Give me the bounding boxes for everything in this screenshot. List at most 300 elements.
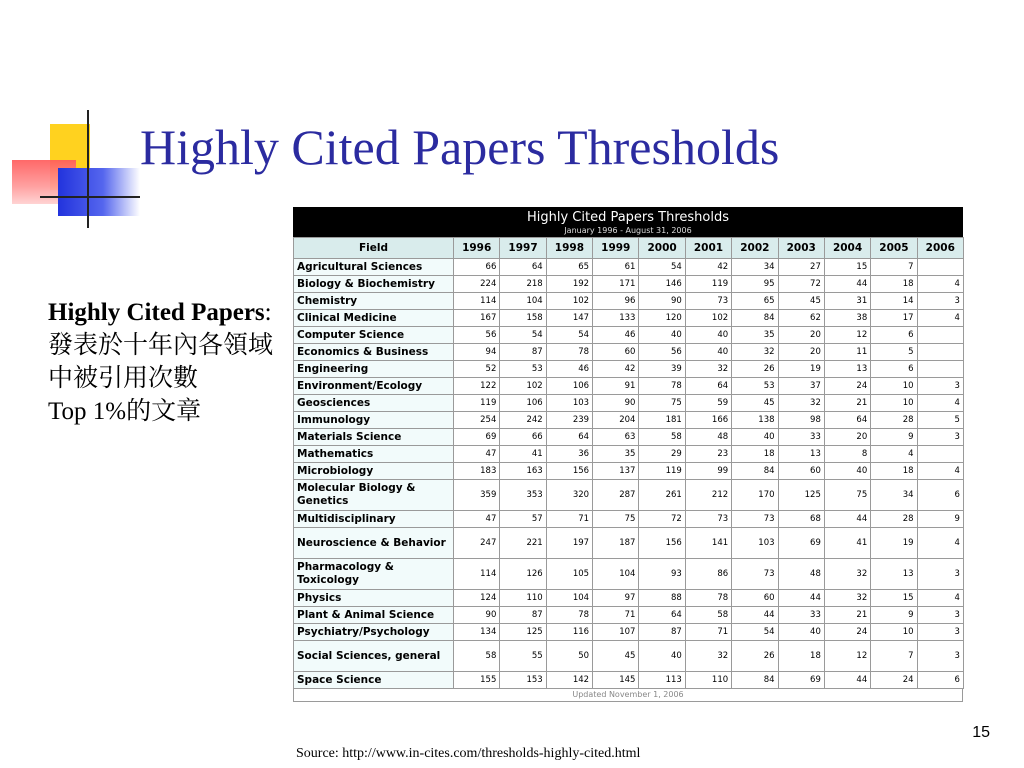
threshold-value-cell: 31 bbox=[824, 293, 870, 310]
threshold-value-cell: 40 bbox=[639, 327, 685, 344]
threshold-value-cell: 26 bbox=[732, 641, 778, 672]
column-header-year: 2001 bbox=[685, 238, 731, 259]
threshold-value-cell: 32 bbox=[824, 590, 870, 607]
field-name-cell: Pharmacology & Toxicology bbox=[294, 559, 454, 590]
threshold-value-cell: 119 bbox=[639, 463, 685, 480]
threshold-value-cell: 20 bbox=[778, 344, 824, 361]
threshold-value-cell: 75 bbox=[593, 511, 639, 528]
threshold-value-cell: 99 bbox=[685, 463, 731, 480]
threshold-value-cell: 58 bbox=[685, 607, 731, 624]
threshold-value-cell: 45 bbox=[732, 395, 778, 412]
threshold-value-cell: 40 bbox=[732, 429, 778, 446]
table-row bbox=[294, 641, 964, 672]
threshold-value-cell: 134 bbox=[454, 624, 500, 641]
threshold-value-cell: 21 bbox=[824, 395, 870, 412]
threshold-value-cell: 78 bbox=[639, 378, 685, 395]
threshold-value-cell: 34 bbox=[732, 259, 778, 276]
threshold-value-cell: 78 bbox=[546, 607, 592, 624]
threshold-value-cell: 20 bbox=[778, 327, 824, 344]
threshold-value-cell: 56 bbox=[454, 327, 500, 344]
table-row bbox=[294, 395, 964, 412]
threshold-value-cell: 221 bbox=[500, 528, 546, 559]
threshold-value-cell: 32 bbox=[685, 361, 731, 378]
threshold-value-cell: 4 bbox=[917, 276, 963, 293]
threshold-value-cell: 98 bbox=[778, 412, 824, 429]
threshold-value-cell: 106 bbox=[546, 378, 592, 395]
threshold-value-cell: 4 bbox=[917, 590, 963, 607]
threshold-value-cell: 55 bbox=[500, 641, 546, 672]
threshold-value-cell: 254 bbox=[454, 412, 500, 429]
threshold-value-cell: 66 bbox=[500, 429, 546, 446]
threshold-value-cell: 90 bbox=[593, 395, 639, 412]
threshold-value-cell: 60 bbox=[778, 463, 824, 480]
threshold-value-cell: 156 bbox=[546, 463, 592, 480]
threshold-value-cell bbox=[917, 361, 963, 378]
slide-title: Highly Cited Papers Thresholds bbox=[140, 119, 780, 175]
threshold-value-cell: 163 bbox=[500, 463, 546, 480]
threshold-value-cell: 5 bbox=[917, 412, 963, 429]
threshold-value-cell: 261 bbox=[639, 480, 685, 511]
column-header-year: 2002 bbox=[732, 238, 778, 259]
threshold-value-cell: 21 bbox=[824, 607, 870, 624]
threshold-value-cell: 95 bbox=[732, 276, 778, 293]
threshold-value-cell: 8 bbox=[824, 446, 870, 463]
threshold-value-cell: 78 bbox=[546, 344, 592, 361]
threshold-value-cell: 102 bbox=[500, 378, 546, 395]
threshold-value-cell: 4 bbox=[917, 528, 963, 559]
threshold-value-cell: 239 bbox=[546, 412, 592, 429]
threshold-value-cell: 72 bbox=[778, 276, 824, 293]
thresholds-table-panel bbox=[293, 207, 963, 702]
field-name-cell: Microbiology bbox=[294, 463, 454, 480]
threshold-value-cell: 38 bbox=[824, 310, 870, 327]
threshold-value-cell: 24 bbox=[824, 378, 870, 395]
threshold-value-cell: 34 bbox=[871, 480, 917, 511]
table-row bbox=[294, 412, 964, 429]
column-header-year: 2006 bbox=[917, 238, 963, 259]
threshold-value-cell: 11 bbox=[824, 344, 870, 361]
threshold-value-cell: 62 bbox=[778, 310, 824, 327]
decor-vertical-line bbox=[87, 110, 89, 228]
threshold-value-cell: 96 bbox=[593, 293, 639, 310]
threshold-value-cell: 54 bbox=[639, 259, 685, 276]
threshold-value-cell: 18 bbox=[778, 641, 824, 672]
table-header-row bbox=[294, 238, 964, 259]
threshold-value-cell: 4 bbox=[917, 463, 963, 480]
threshold-value-cell: 122 bbox=[454, 378, 500, 395]
column-header-year: 2004 bbox=[824, 238, 870, 259]
threshold-value-cell: 93 bbox=[639, 559, 685, 590]
table-title: Highly Cited Papers Thresholds bbox=[526, 210, 730, 225]
threshold-value-cell: 86 bbox=[685, 559, 731, 590]
threshold-value-cell: 3 bbox=[917, 641, 963, 672]
threshold-value-cell: 187 bbox=[593, 528, 639, 559]
threshold-value-cell bbox=[917, 259, 963, 276]
threshold-value-cell: 78 bbox=[685, 590, 731, 607]
threshold-value-cell: 7 bbox=[871, 641, 917, 672]
threshold-value-cell: 71 bbox=[685, 624, 731, 641]
table-subtitle: January 1996 - August 31, 2006 bbox=[564, 226, 692, 235]
threshold-value-cell: 6 bbox=[871, 361, 917, 378]
field-name-cell: Biology & Biochemistry bbox=[294, 276, 454, 293]
threshold-value-cell bbox=[917, 446, 963, 463]
field-name-cell: Molecular Biology & Genetics bbox=[294, 480, 454, 511]
threshold-value-cell: 6 bbox=[871, 327, 917, 344]
threshold-value-cell: 18 bbox=[871, 276, 917, 293]
threshold-value-cell: 29 bbox=[639, 446, 685, 463]
threshold-value-cell: 107 bbox=[593, 624, 639, 641]
threshold-value-cell: 104 bbox=[546, 590, 592, 607]
threshold-value-cell: 224 bbox=[454, 276, 500, 293]
threshold-value-cell: 181 bbox=[639, 412, 685, 429]
field-name-cell: Materials Science bbox=[294, 429, 454, 446]
threshold-value-cell: 13 bbox=[871, 559, 917, 590]
threshold-value-cell: 4 bbox=[917, 395, 963, 412]
threshold-value-cell: 15 bbox=[824, 259, 870, 276]
threshold-value-cell: 88 bbox=[639, 590, 685, 607]
threshold-value-cell: 126 bbox=[500, 559, 546, 590]
threshold-value-cell: 125 bbox=[778, 480, 824, 511]
threshold-value-cell: 9 bbox=[871, 429, 917, 446]
column-header-year: 1998 bbox=[546, 238, 592, 259]
threshold-value-cell: 3 bbox=[917, 607, 963, 624]
threshold-value-cell: 56 bbox=[639, 344, 685, 361]
threshold-value-cell: 3 bbox=[917, 378, 963, 395]
threshold-value-cell: 102 bbox=[685, 310, 731, 327]
threshold-value-cell: 167 bbox=[454, 310, 500, 327]
threshold-value-cell: 247 bbox=[454, 528, 500, 559]
table-row bbox=[294, 446, 964, 463]
threshold-value-cell: 84 bbox=[732, 463, 778, 480]
threshold-value-cell: 64 bbox=[824, 412, 870, 429]
threshold-value-cell: 46 bbox=[593, 327, 639, 344]
column-header-year: 2000 bbox=[639, 238, 685, 259]
threshold-value-cell: 61 bbox=[593, 259, 639, 276]
threshold-value-cell: 12 bbox=[824, 641, 870, 672]
threshold-value-cell: 84 bbox=[732, 310, 778, 327]
threshold-value-cell: 47 bbox=[454, 446, 500, 463]
threshold-value-cell: 69 bbox=[778, 528, 824, 559]
threshold-value-cell: 18 bbox=[732, 446, 778, 463]
threshold-value-cell: 90 bbox=[639, 293, 685, 310]
threshold-value-cell: 46 bbox=[546, 361, 592, 378]
field-name-cell: Social Sciences, general bbox=[294, 641, 454, 672]
table-row bbox=[294, 361, 964, 378]
threshold-value-cell: 24 bbox=[871, 672, 917, 689]
threshold-value-cell: 10 bbox=[871, 624, 917, 641]
threshold-value-cell: 170 bbox=[732, 480, 778, 511]
source-citation: Source: http://www.in-cites.com/thresholds-highly-cited.html bbox=[296, 746, 641, 761]
table-row bbox=[294, 624, 964, 641]
table-row bbox=[294, 559, 964, 590]
threshold-value-cell: 6 bbox=[917, 480, 963, 511]
threshold-value-cell: 40 bbox=[778, 624, 824, 641]
table-row bbox=[294, 310, 964, 327]
threshold-value-cell: 44 bbox=[732, 607, 778, 624]
table-row bbox=[294, 293, 964, 310]
threshold-value-cell: 103 bbox=[732, 528, 778, 559]
threshold-value-cell: 110 bbox=[685, 672, 731, 689]
table-row bbox=[294, 344, 964, 361]
threshold-value-cell: 58 bbox=[639, 429, 685, 446]
threshold-value-cell: 19 bbox=[778, 361, 824, 378]
threshold-value-cell: 47 bbox=[454, 511, 500, 528]
threshold-value-cell: 73 bbox=[685, 511, 731, 528]
field-name-cell: Geosciences bbox=[294, 395, 454, 412]
threshold-value-cell: 40 bbox=[685, 327, 731, 344]
threshold-value-cell: 41 bbox=[824, 528, 870, 559]
threshold-value-cell: 24 bbox=[824, 624, 870, 641]
threshold-value-cell: 7 bbox=[871, 259, 917, 276]
threshold-value-cell: 41 bbox=[500, 446, 546, 463]
threshold-value-cell: 10 bbox=[871, 395, 917, 412]
table-header-banner bbox=[293, 207, 963, 237]
threshold-value-cell: 48 bbox=[778, 559, 824, 590]
threshold-value-cell: 6 bbox=[917, 672, 963, 689]
threshold-value-cell: 119 bbox=[454, 395, 500, 412]
field-name-cell: Neuroscience & Behavior bbox=[294, 528, 454, 559]
threshold-value-cell: 59 bbox=[685, 395, 731, 412]
threshold-value-cell: 32 bbox=[778, 395, 824, 412]
threshold-value-cell: 33 bbox=[778, 607, 824, 624]
threshold-value-cell: 19 bbox=[871, 528, 917, 559]
threshold-value-cell: 69 bbox=[454, 429, 500, 446]
field-name-cell: Mathematics bbox=[294, 446, 454, 463]
threshold-value-cell: 4 bbox=[917, 310, 963, 327]
threshold-value-cell: 65 bbox=[732, 293, 778, 310]
threshold-value-cell: 58 bbox=[454, 641, 500, 672]
threshold-value-cell: 287 bbox=[593, 480, 639, 511]
threshold-value-cell: 5 bbox=[871, 344, 917, 361]
threshold-value-cell: 94 bbox=[454, 344, 500, 361]
threshold-value-cell: 27 bbox=[778, 259, 824, 276]
threshold-value-cell: 4 bbox=[871, 446, 917, 463]
table-row bbox=[294, 378, 964, 395]
table-body bbox=[294, 259, 964, 689]
field-name-cell: Psychiatry/Psychology bbox=[294, 624, 454, 641]
table-row bbox=[294, 276, 964, 293]
threshold-value-cell: 68 bbox=[778, 511, 824, 528]
threshold-value-cell: 75 bbox=[824, 480, 870, 511]
threshold-value-cell: 26 bbox=[732, 361, 778, 378]
threshold-value-cell: 166 bbox=[685, 412, 731, 429]
side-bold-label: Highly Cited Papers bbox=[48, 299, 265, 326]
threshold-value-cell: 137 bbox=[593, 463, 639, 480]
threshold-value-cell: 71 bbox=[546, 511, 592, 528]
threshold-value-cell: 60 bbox=[593, 344, 639, 361]
column-header-year: 1999 bbox=[593, 238, 639, 259]
threshold-value-cell: 45 bbox=[593, 641, 639, 672]
threshold-value-cell: 218 bbox=[500, 276, 546, 293]
column-header-year: 2003 bbox=[778, 238, 824, 259]
table-row bbox=[294, 590, 964, 607]
threshold-value-cell: 138 bbox=[732, 412, 778, 429]
field-name-cell: Plant & Animal Science bbox=[294, 607, 454, 624]
threshold-value-cell: 64 bbox=[639, 607, 685, 624]
threshold-value-cell: 84 bbox=[732, 672, 778, 689]
decor-blue-square bbox=[58, 168, 140, 216]
threshold-value-cell: 73 bbox=[732, 559, 778, 590]
field-name-cell: Environment/Ecology bbox=[294, 378, 454, 395]
threshold-value-cell: 97 bbox=[593, 590, 639, 607]
table-row bbox=[294, 429, 964, 446]
threshold-value-cell: 14 bbox=[871, 293, 917, 310]
threshold-value-cell: 3 bbox=[917, 624, 963, 641]
threshold-value-cell: 64 bbox=[500, 259, 546, 276]
threshold-value-cell: 142 bbox=[546, 672, 592, 689]
column-header-year: 2005 bbox=[871, 238, 917, 259]
threshold-value-cell: 12 bbox=[824, 327, 870, 344]
threshold-value-cell: 102 bbox=[546, 293, 592, 310]
field-name-cell: Agricultural Sciences bbox=[294, 259, 454, 276]
threshold-value-cell: 37 bbox=[778, 378, 824, 395]
threshold-value-cell: 104 bbox=[593, 559, 639, 590]
threshold-value-cell: 44 bbox=[824, 672, 870, 689]
threshold-value-cell: 71 bbox=[593, 607, 639, 624]
threshold-value-cell: 45 bbox=[778, 293, 824, 310]
threshold-value-cell: 120 bbox=[639, 310, 685, 327]
field-name-cell: Computer Science bbox=[294, 327, 454, 344]
threshold-value-cell: 114 bbox=[454, 559, 500, 590]
threshold-value-cell: 72 bbox=[639, 511, 685, 528]
threshold-value-cell: 113 bbox=[639, 672, 685, 689]
threshold-value-cell: 73 bbox=[732, 511, 778, 528]
threshold-value-cell: 54 bbox=[500, 327, 546, 344]
threshold-value-cell bbox=[917, 327, 963, 344]
threshold-value-cell: 33 bbox=[778, 429, 824, 446]
table-row bbox=[294, 327, 964, 344]
thresholds-table bbox=[293, 237, 964, 689]
threshold-value-cell: 40 bbox=[639, 641, 685, 672]
threshold-value-cell: 44 bbox=[778, 590, 824, 607]
threshold-value-cell: 197 bbox=[546, 528, 592, 559]
threshold-value-cell: 54 bbox=[546, 327, 592, 344]
threshold-value-cell: 64 bbox=[546, 429, 592, 446]
threshold-value-cell: 42 bbox=[685, 259, 731, 276]
threshold-value-cell: 52 bbox=[454, 361, 500, 378]
threshold-value-cell: 69 bbox=[778, 672, 824, 689]
threshold-value-cell: 106 bbox=[500, 395, 546, 412]
threshold-value-cell: 50 bbox=[546, 641, 592, 672]
column-header-year: 1997 bbox=[500, 238, 546, 259]
threshold-value-cell: 153 bbox=[500, 672, 546, 689]
threshold-value-cell: 9 bbox=[917, 511, 963, 528]
threshold-value-cell bbox=[917, 344, 963, 361]
page-number: 15 bbox=[972, 724, 990, 741]
threshold-value-cell: 63 bbox=[593, 429, 639, 446]
threshold-value-cell: 183 bbox=[454, 463, 500, 480]
side-description-last: Top 1%的文章 bbox=[48, 398, 202, 425]
field-name-cell: Immunology bbox=[294, 412, 454, 429]
threshold-value-cell: 90 bbox=[454, 607, 500, 624]
table-row bbox=[294, 672, 964, 689]
threshold-value-cell: 141 bbox=[685, 528, 731, 559]
threshold-value-cell: 105 bbox=[546, 559, 592, 590]
threshold-value-cell: 158 bbox=[500, 310, 546, 327]
table-row bbox=[294, 607, 964, 624]
side-description bbox=[48, 296, 273, 428]
threshold-value-cell: 146 bbox=[639, 276, 685, 293]
field-name-cell: Space Science bbox=[294, 672, 454, 689]
threshold-value-cell: 103 bbox=[546, 395, 592, 412]
threshold-value-cell: 64 bbox=[685, 378, 731, 395]
threshold-value-cell: 35 bbox=[593, 446, 639, 463]
threshold-value-cell: 40 bbox=[685, 344, 731, 361]
threshold-value-cell: 48 bbox=[685, 429, 731, 446]
threshold-value-cell: 13 bbox=[824, 361, 870, 378]
table-row bbox=[294, 463, 964, 480]
table-row bbox=[294, 259, 964, 276]
threshold-value-cell: 125 bbox=[500, 624, 546, 641]
threshold-value-cell: 53 bbox=[732, 378, 778, 395]
threshold-value-cell: 204 bbox=[593, 412, 639, 429]
threshold-value-cell: 44 bbox=[824, 511, 870, 528]
threshold-value-cell: 156 bbox=[639, 528, 685, 559]
threshold-value-cell: 54 bbox=[732, 624, 778, 641]
threshold-value-cell: 15 bbox=[871, 590, 917, 607]
threshold-value-cell: 320 bbox=[546, 480, 592, 511]
table-row bbox=[294, 480, 964, 511]
field-name-cell: Clinical Medicine bbox=[294, 310, 454, 327]
field-name-cell: Chemistry bbox=[294, 293, 454, 310]
threshold-value-cell: 60 bbox=[732, 590, 778, 607]
threshold-value-cell: 10 bbox=[871, 378, 917, 395]
threshold-value-cell: 35 bbox=[732, 327, 778, 344]
table-row bbox=[294, 511, 964, 528]
threshold-value-cell: 3 bbox=[917, 429, 963, 446]
threshold-value-cell: 18 bbox=[871, 463, 917, 480]
threshold-value-cell: 65 bbox=[546, 259, 592, 276]
threshold-value-cell: 359 bbox=[454, 480, 500, 511]
threshold-value-cell: 3 bbox=[917, 559, 963, 590]
threshold-value-cell: 44 bbox=[824, 276, 870, 293]
threshold-value-cell: 9 bbox=[871, 607, 917, 624]
threshold-value-cell: 3 bbox=[917, 293, 963, 310]
column-header-year: 1996 bbox=[454, 238, 500, 259]
field-name-cell: Economics & Business bbox=[294, 344, 454, 361]
threshold-value-cell: 87 bbox=[639, 624, 685, 641]
threshold-value-cell: 32 bbox=[732, 344, 778, 361]
side-description-text: : 發表於十年內各領域中被引用次數 bbox=[48, 299, 274, 392]
threshold-value-cell: 242 bbox=[500, 412, 546, 429]
threshold-value-cell: 23 bbox=[685, 446, 731, 463]
threshold-value-cell: 36 bbox=[546, 446, 592, 463]
threshold-value-cell: 116 bbox=[546, 624, 592, 641]
threshold-value-cell: 87 bbox=[500, 607, 546, 624]
field-name-cell: Physics bbox=[294, 590, 454, 607]
threshold-value-cell: 32 bbox=[824, 559, 870, 590]
threshold-value-cell: 212 bbox=[685, 480, 731, 511]
threshold-value-cell: 155 bbox=[454, 672, 500, 689]
table-footer-updated: Updated November 1, 2006 bbox=[293, 689, 963, 702]
threshold-value-cell: 192 bbox=[546, 276, 592, 293]
threshold-value-cell: 110 bbox=[500, 590, 546, 607]
threshold-value-cell: 20 bbox=[824, 429, 870, 446]
field-name-cell: Engineering bbox=[294, 361, 454, 378]
threshold-value-cell: 114 bbox=[454, 293, 500, 310]
threshold-value-cell: 147 bbox=[546, 310, 592, 327]
table-row bbox=[294, 528, 964, 559]
threshold-value-cell: 87 bbox=[500, 344, 546, 361]
decor-horizontal-line bbox=[40, 196, 140, 198]
threshold-value-cell: 119 bbox=[685, 276, 731, 293]
threshold-value-cell: 73 bbox=[685, 293, 731, 310]
threshold-value-cell: 124 bbox=[454, 590, 500, 607]
threshold-value-cell: 75 bbox=[639, 395, 685, 412]
threshold-value-cell: 353 bbox=[500, 480, 546, 511]
threshold-value-cell: 28 bbox=[871, 412, 917, 429]
threshold-value-cell: 40 bbox=[824, 463, 870, 480]
